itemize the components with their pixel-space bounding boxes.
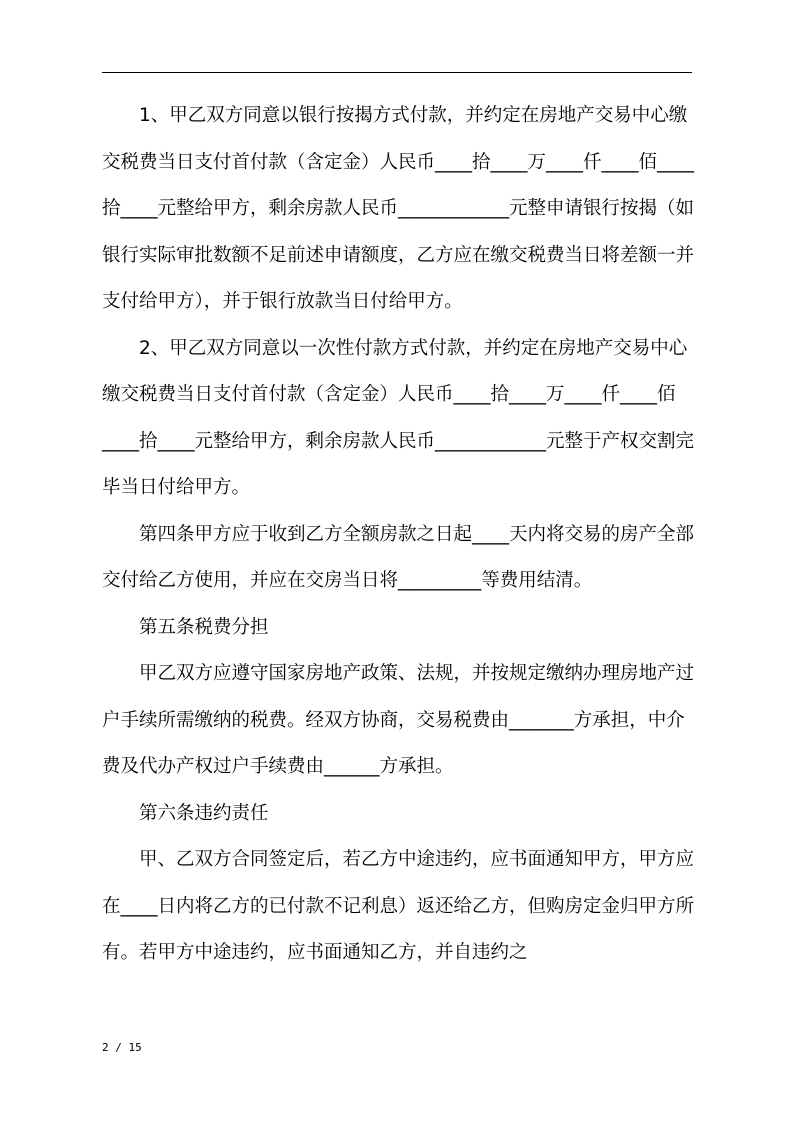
heading-article-5: 第五条税费分担 (139, 616, 269, 638)
document-body (102, 93, 694, 977)
header-rule (102, 72, 692, 73)
paragraph-breach: 甲、乙双方合同签定后，若乙方中途违约，应书面通知甲方，甲方应在____日内将乙方的已付款不记利息）返还给乙方，但购房定金归甲方所有。若甲方中途违约，应书面通知乙方，并自违约之 (102, 849, 695, 963)
heading-article-6: 第六条违约责任 (139, 802, 269, 824)
paragraph-payment-lump-sum: 2、甲乙双方同意以一次性付款方式付款，并约定在房地产交易中心缴交税费当日支付首付款（含定金）人民币____拾____万____仟____佰____拾____元整给甲方，剩余房款人民币____________元整于产权交割完毕当日付给甲方。 (102, 337, 695, 498)
page-number: 2 / 15 (102, 1041, 142, 1054)
paragraph-payment-mortgage: 1、甲乙双方同意以银行按揭方式付款，并约定在房地产交易中心缴交税费当日支付首付款（含定金）人民币____拾____万____仟____佰____拾____元整给甲方，剩余房款人民币____________元整申请银行按揭（如银行实际审批数额不足前述申请额度，乙方应在缴交税费当日将差额一并支付给甲方），并于银行放款当日付给甲方。 (102, 105, 695, 312)
paragraph-tax-sharing: 甲乙双方应遵守国家房地产政策、法规，并按规定缴纳办理房地产过户手续所需缴纳的税费。经双方协商，交易税费由_______方承担，中介费及代办产权过户手续费由______方承担。 (102, 663, 695, 777)
paragraph-article-4: 第四条甲方应于收到乙方全额房款之日起____天内将交易的房产全部交付给乙方使用，并应在交房当日将_________等费用结清。 (102, 523, 695, 591)
